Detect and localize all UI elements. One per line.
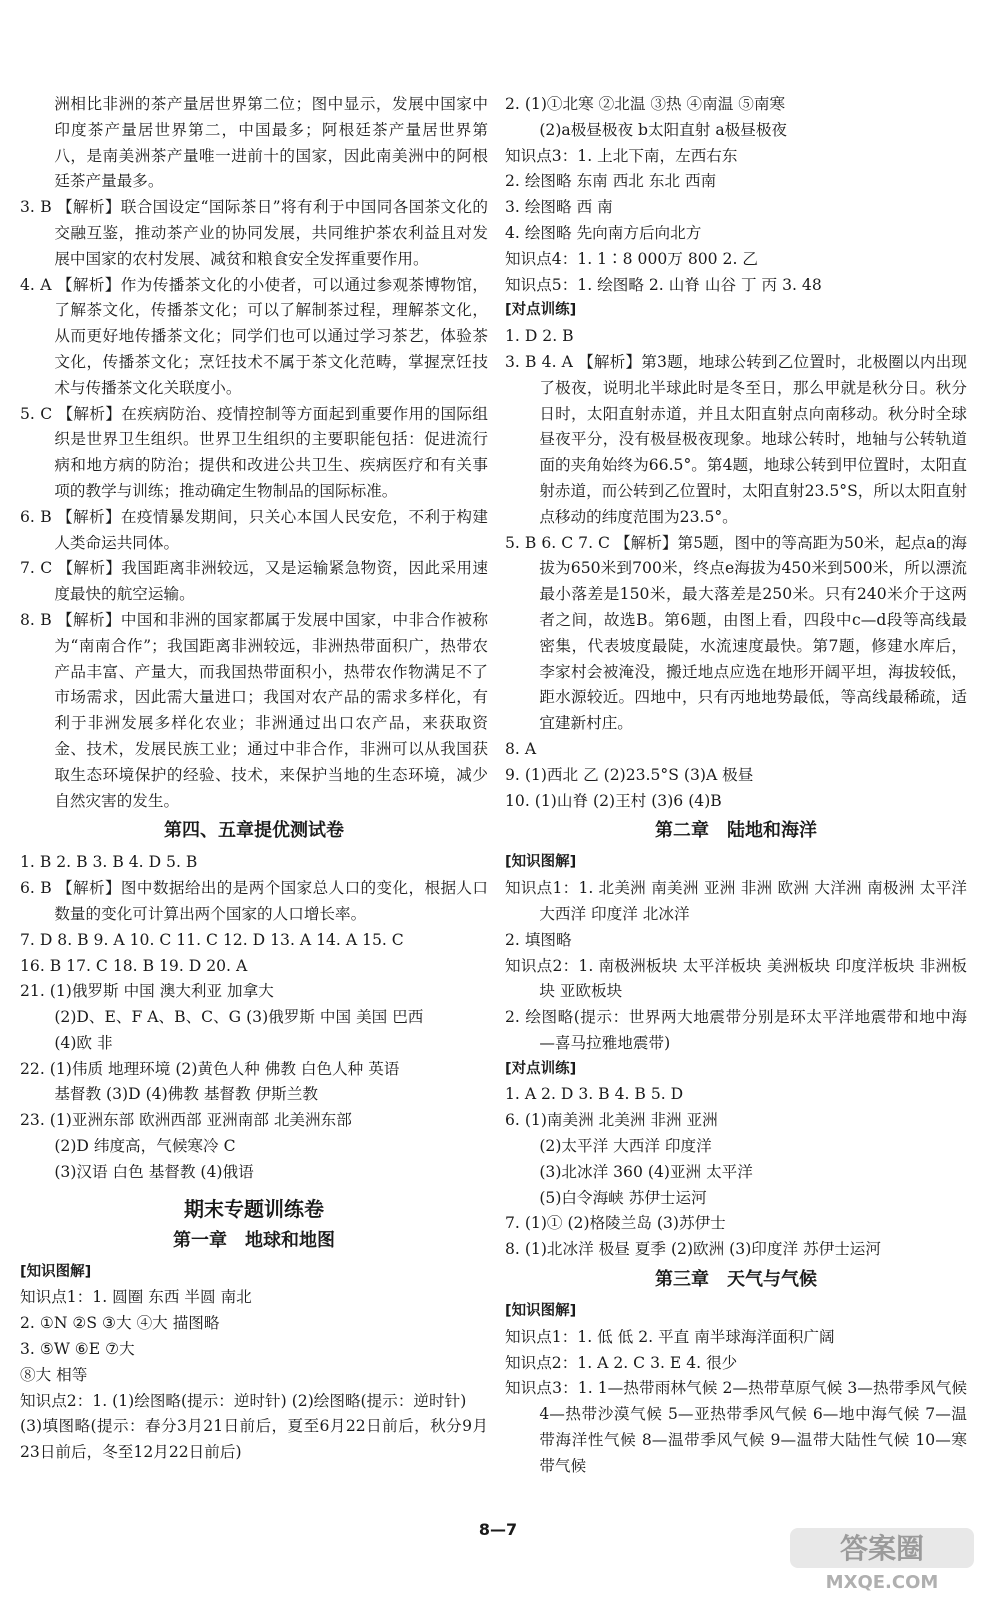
answer-line: (2)a极昼极夜 b太阳直射 a极昼极夜 xyxy=(539,120,788,139)
subsection-label: [知识图解] xyxy=(505,854,577,871)
answer-line: 7. (1)① (2)格陵兰岛 (3)苏伊士 xyxy=(505,1214,726,1233)
answer-line: 9. (1)西北 乙 (2)23.5°S (3)A 极昼 xyxy=(505,765,754,784)
answer-line: 2. ①N ②S ③大 ④大 描图略 xyxy=(20,1314,220,1333)
subsection-label: [知识图解] xyxy=(505,1303,577,1320)
answer-line: 2. 绘图略(提示：世界两大地震带分别是环太平洋地震带和地中海—喜马拉雅地震带) xyxy=(505,1008,967,1052)
section-title-test: 第四、五章提优测试卷 xyxy=(164,820,344,842)
answer-line: 知识点4：1. 1∶8 000万 800 2. 乙 xyxy=(505,249,758,268)
answer-paragraph: 6. B 【解析】在疫情暴发期间，只关心本国人民安危，不利于构建人类命运共同体。 xyxy=(20,507,488,552)
answer-line: 1. B 2. B 3. B 4. D 5. B xyxy=(20,853,198,872)
answer-line: (3)汉语 白色 基督教 (4)俄语 xyxy=(54,1162,254,1181)
answer-paragraph: 5. C 【解析】在疾病防治、疫情控制等方面起到重要作用的国际组织是世界卫生组织。世界卫生组织的主要职能包括：促进流行病和地方病的防治；提供和改进公共卫生、疾病医疗和有关事项的教学与训练；推动确定生物制品的国际标准。 xyxy=(20,404,488,500)
answer-line: 基督教 (3)D (4)佛教 基督教 伊斯兰教 xyxy=(54,1085,318,1104)
page-number: 8—7 xyxy=(478,1520,518,1539)
answer-paragraph: 3. B 4. A 【解析】第3题，地球公转到乙位置时，北极圈以内出现了极夜，说明北半球此时是冬至日，那么甲就是秋分日。秋分日时，太阳直射赤道，并且太阳直射点向南移动。秋分时全球昼夜平分，没有极昼极夜现象。地球公转时，地轴与公转轨道面的夹角始终为66.5°。第4题，地球公转到甲位置时，太阳直射赤道，而公转到乙位置时，太阳直射23.5°S，所以太阳直射点移动的纬度范围为23.5°。 xyxy=(505,352,967,526)
answer-paragraph: 7. C 【解析】我国距离非洲较远，又是运输紧急物资，因此采用速度最快的航空运输。 xyxy=(20,559,488,604)
answer-line: 22. (1)伟质 地理环境 (2)黄色人种 佛教 白色人种 英语 xyxy=(20,1059,400,1078)
answer-line: 8. (1)北冰洋 极昼 夏季 (2)欧洲 (3)印度洋 苏伊士运河 xyxy=(505,1240,881,1259)
answer-line: 8. A xyxy=(505,739,537,758)
answer-line: 16. B 17. C 18. B 19. D 20. A xyxy=(20,956,248,975)
answer-line: 知识点1：1. 低 低 2. 平直 南半球海洋面积广阔 xyxy=(505,1327,835,1346)
answer-line: 知识点1：1. 圆圈 东西 半圆 南北 xyxy=(20,1288,252,1307)
answer-line: (5)白令海峡 苏伊士运河 xyxy=(539,1188,707,1207)
answer-line: 知识点2：1. A 2. C 3. E 4. 很少 xyxy=(505,1353,738,1372)
answer-paragraph: 洲相比非洲的茶产量居世界第二位；图中显示，发展中国家中印度茶产量居世界第二，中国最多；阿根廷茶产量居世界第八，是南美洲茶产量唯一进前十的国家，因此南美洲中的阿根廷茶产量最多。 xyxy=(54,95,488,191)
answer-line: (2)太平洋 大西洋 印度洋 xyxy=(539,1137,712,1156)
answer-line: 知识点3：1. 上北下南，左西右东 xyxy=(505,146,738,165)
answer-line: 6. (1)南美洲 北美洲 非洲 亚洲 xyxy=(505,1111,718,1130)
answer-line: 知识点5：1. 绘图略 2. 山脊 山谷 丁 丙 3. 48 xyxy=(505,275,822,294)
answer-line: 知识点3：1. 1—热带雨林气候 2—热带草原气候 3—热带季风气候 4—热带沙漠气候 5—亚热带季风气候 6—地中海气候 7—温带海洋性气候 8—温带季风气候 9—温带大陆性气候 10—寒带气候 xyxy=(505,1379,967,1475)
answer-line: 2. (1)①北寒 ②北温 ③热 ④南温 ⑤南寒 xyxy=(505,95,786,113)
left-column xyxy=(20,92,488,1466)
section-title-final: 期末专题训练卷 xyxy=(184,1196,324,1221)
answer-line: (3)北冰洋 360 (4)亚洲 太平洋 xyxy=(539,1162,753,1181)
watermark-logo-icon xyxy=(782,1522,982,1594)
subsection-label: [对点训练] xyxy=(505,1060,577,1077)
answer-line: 知识点1：1. 北美洲 南美洲 亚洲 非洲 欧洲 大洋洲 南极洲 太平洋 大西洋 印度洋 北冰洋 xyxy=(505,879,967,923)
subsection-label: [对点训练] xyxy=(505,302,577,319)
answer-line: 4. 绘图略 先向南方后向北方 xyxy=(505,223,702,242)
answer-line: (2)D 纬度高，气候寒冷 C xyxy=(54,1137,236,1156)
answer-line: 10. (1)山脊 (2)王村 (3)6 (4)B xyxy=(505,791,722,810)
answer-paragraph: 4. A 【解析】作为传播茶文化的小使者，可以通过参观茶博物馆，了解茶文化，传播茶文化；可以了解制茶过程，理解茶文化，从而更好地传播茶文化；同学们也可以通过学习茶艺，体验茶文化，传播茶文化；烹饪技术不属于茶文化范畴，掌握烹饪技术与传播茶文化关联度小。 xyxy=(20,275,488,397)
answer-line: (4)欧 非 xyxy=(54,1033,113,1052)
answer-paragraph: 8. B 【解析】中国和非洲的国家都属于发展中国家，中非合作被称为“南南合作”；我国距离非洲较远，非洲热带面积广，热带农产品丰富、产量大，而我国热带面积小，热带农作物满足不了市场需求，因此需大量进口；我国对农产品的需求多样化，有利于非洲发展多样化农业；非洲通过出口农产品，来获取资金、技术，发展民族工业；通过中非合作，非洲可以从我国获取生态环境保护的经验、技术，来保护当地的生态环境，减少自然灾害的发生。 xyxy=(20,610,488,810)
subsection-label: [知识图解] xyxy=(20,1263,92,1280)
answer-line: 21. (1)俄罗斯 中国 澳大利亚 加拿大 xyxy=(20,982,274,1001)
chapter-title-3: 第三章 天气与气候 xyxy=(655,1269,817,1291)
answer-line: 6. B 【解析】图中数据给出的是两个国家总人口的变化，根据人口数量的变化可计算出两个国家的人口增长率。 xyxy=(20,879,488,923)
answer-line: (3)填图略(提示：春分3月21日前后，夏至6月22日前后，秋分9月23日前后，冬至12月22日前后) xyxy=(20,1417,488,1462)
answer-line: 1. A 2. D 3. B 4. B 5. D xyxy=(505,1085,684,1104)
answer-line: 知识点2：1. (1)绘图略(提示：逆时针) (2)绘图略(提示：逆时针) xyxy=(20,1391,467,1410)
answer-line: 2. 填图略 xyxy=(505,930,572,949)
answer-line: 3. 绘图略 西 南 xyxy=(505,198,613,217)
answer-line: (2)D、E、F A、B、C、G (3)俄罗斯 中国 美国 巴西 xyxy=(54,1008,424,1027)
answer-line: 23. (1)亚洲东部 欧洲西部 亚洲南部 北美洲东部 xyxy=(20,1111,352,1130)
answer-paragraph: 5. B 6. C 7. C 【解析】第5题，图中的等高距为50米，起点a的海拔为650米到700米，终点e海拔为450米到500米，所以漂流最小落差是150米，最大落差是250米。只有240米介于这两者之间，故选B。第6题，由图上看，四段中c—d段等高线最密集，代表坡度最陡，水流速度最快。第7题，修建水库后，李家村会被淹没，搬迁地点应选在地形开阔平坦，海拔较低，距水源较近。四地中，只有丙地地势最低，等高线最稀疏，适宜建新村庄。 xyxy=(505,533,967,733)
answer-paragraph: 3. B 【解析】联合国设定“国际茶日”将有利于中国同各国茶文化的交融互鉴，推动茶产业的协同发展，共同维护茶农利益且对发展中国家的农村发展、减贫和粮食安全发挥重要作用。 xyxy=(20,198,488,268)
answer-line: 2. 绘图略 东南 西北 东北 西南 xyxy=(505,172,717,191)
answer-line: 1. D 2. B xyxy=(505,327,574,346)
logo-title: 答案圈 xyxy=(839,1532,925,1565)
logo-url: MXQE.COM xyxy=(825,1572,939,1593)
chapter-title-1: 第一章 地球和地图 xyxy=(173,1229,335,1251)
answer-line: 知识点2：1. 南极洲板块 太平洋板块 美洲板块 印度洋板块 非洲板块 亚欧板块 xyxy=(505,956,967,1001)
answer-line: ⑧大 相等 xyxy=(20,1365,88,1384)
right-column xyxy=(505,92,967,1480)
chapter-title-2: 第二章 陆地和海洋 xyxy=(655,820,817,842)
answer-line: 3. ⑤W ⑥E ⑦大 xyxy=(20,1340,135,1359)
answer-line: 7. D 8. B 9. A 10. C 11. C 12. D 13. A 14. A 15. C xyxy=(20,930,404,949)
